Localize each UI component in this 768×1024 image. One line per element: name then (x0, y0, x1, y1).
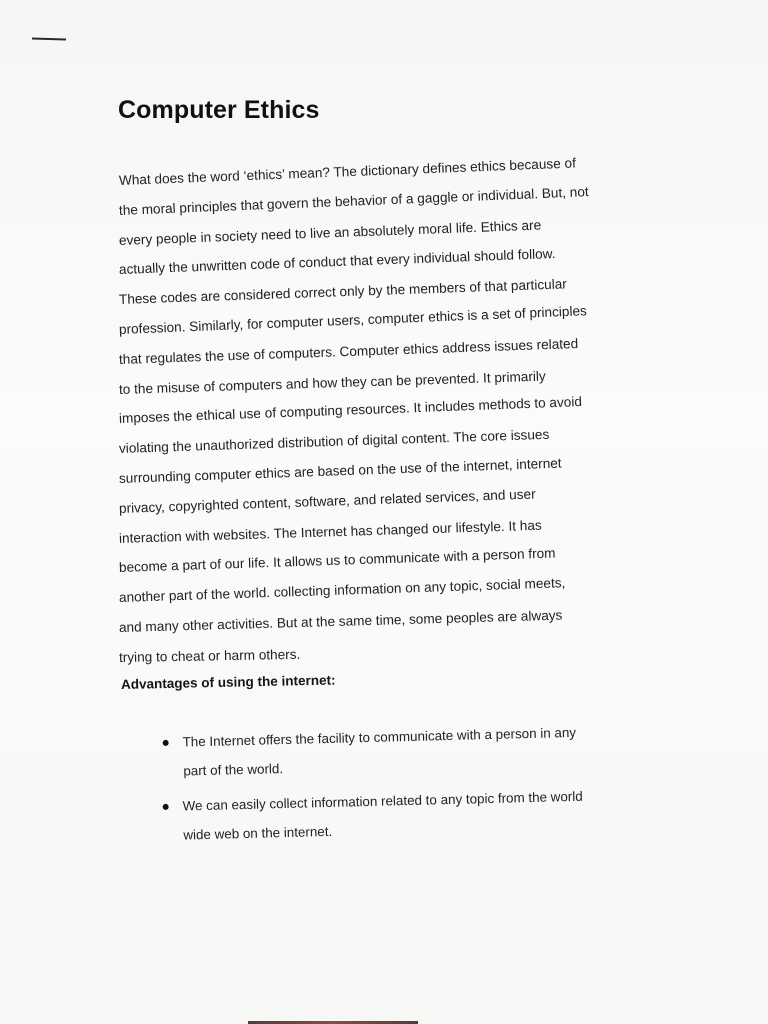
body-line: These codes are considered correct only by the members of that particular (118, 276, 568, 308)
body-line: violating the unauthorized distribution of digital content. The core issues (118, 426, 550, 457)
document-title: Computer Ethics (118, 96, 320, 124)
body-line: another part of the world. collecting information on any topic, social meets, (118, 575, 566, 606)
body-line: that regulates the use of computers. Computer ethics address issues related (118, 335, 579, 367)
bullet-icon (163, 804, 169, 810)
body-line: to the misuse of computers and how they can be prevented. It primarily (118, 368, 546, 397)
body-line: profession. Similarly, for computer users, computer ethics is a set of principles (118, 303, 588, 337)
bullet-icon (163, 740, 169, 746)
body-line: What does the word ‘ethics’ mean? The dictionary defines ethics because of (118, 155, 577, 188)
body-line: actually the unwritten code of conduct that every individual should follow. (118, 246, 556, 278)
corner-pen-mark (32, 38, 66, 41)
body-line: every people in society need to live an absolutely moral life. Ethics are (118, 217, 542, 248)
list-item (162, 715, 683, 786)
list-item-line: wide web on the internet. (183, 823, 333, 843)
list-item-line: We can easily collect information related to any topic from the world (182, 788, 583, 814)
list-item-line: part of the world. (183, 761, 284, 779)
advantages-list (163, 724, 683, 856)
list-item-line: The Internet offers the facility to communicate with a person in any (182, 724, 577, 750)
body-line: surrounding computer ethics are based on the use of the internet, internet (118, 455, 562, 486)
body-line: the moral principles that govern the behavior of a gaggle or individual. But, not (118, 183, 589, 218)
section-heading: Advantages of using the internet: (120, 672, 336, 692)
body-paragraph (118, 155, 679, 673)
body-line: and many other activities. But at the same time, some peoples are always (118, 607, 563, 635)
list-item (162, 779, 683, 850)
body-line: trying to cheat or harm others. (118, 646, 301, 665)
body-line: interaction with websites. The Internet has changed our lifestyle. It has (118, 517, 542, 546)
body-line: imposes the ethical use of computing resources. It includes methods to avoid (118, 394, 583, 427)
body-line: become a part of our life. It allows us to communicate with a person from (118, 545, 556, 576)
body-line: privacy, copyrighted content, software, and related services, and user (118, 486, 536, 516)
